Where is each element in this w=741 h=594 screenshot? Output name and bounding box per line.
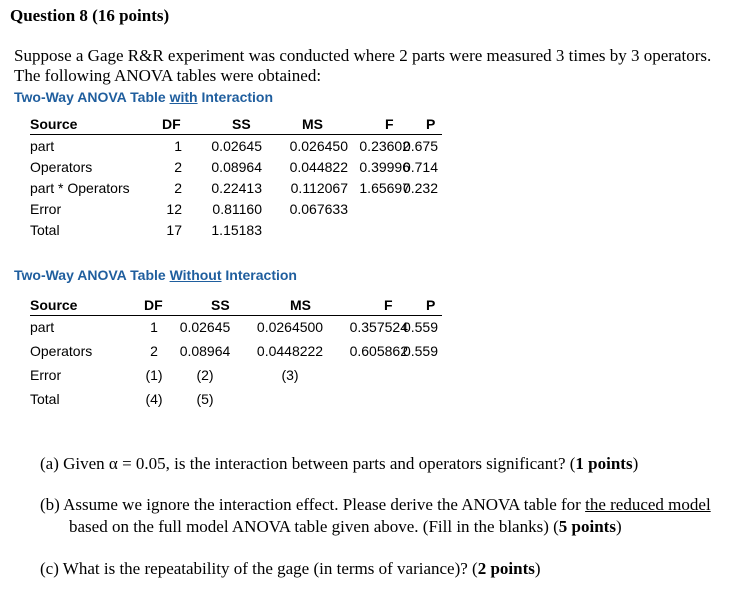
table-cell-df: 12 — [166, 201, 182, 217]
table-cell-f: 1.65697 — [359, 180, 410, 196]
table-cell-ms: 0.0448222 — [256, 343, 324, 359]
table1-col-p: P — [426, 116, 436, 132]
table1-col-source: Source — [30, 116, 78, 132]
table-cell-ms: 0.067633 — [289, 201, 348, 217]
table-cell-df: 2 — [174, 159, 182, 175]
table1-heading-pre: Two-Way ANOVA Table — [14, 89, 170, 105]
table-cell-p: 0.559 — [402, 343, 438, 359]
table1-heading-underlined: with — [169, 89, 198, 105]
table-cell-ss: 0.02645 — [211, 138, 262, 154]
table-cell-df: 2 — [174, 180, 182, 196]
table-cell-ms: (3) — [281, 367, 299, 383]
question-title: Question 8 (16 points) — [10, 6, 170, 25]
table-cell-p: 0.232 — [402, 180, 438, 196]
anova-table-without-interaction — [30, 297, 442, 417]
table1-col-df: DF — [162, 116, 181, 132]
table-cell-ss: 1.15183 — [211, 222, 262, 238]
table2-heading — [14, 267, 297, 283]
table-cell-p: 0.714 — [402, 159, 438, 175]
table-cell-f: 0.39996 — [359, 159, 410, 175]
table-cell-df: 1 — [174, 138, 182, 154]
table1-col-ss: SS — [232, 116, 251, 132]
anova-table-with-interaction — [30, 116, 442, 246]
question-c — [40, 558, 720, 580]
table-cell-ms: 0.044822 — [289, 159, 348, 175]
table2-heading-underlined: Without — [169, 267, 222, 283]
table-cell-source: part — [30, 138, 55, 154]
table-cell-ss: 0.08964 — [179, 343, 231, 359]
table-cell-ss: 0.22413 — [211, 180, 262, 196]
question-b — [40, 494, 741, 538]
table2-col-source: Source — [30, 297, 78, 313]
table-cell-source: Operators — [30, 159, 93, 175]
table-cell-source: Total — [30, 222, 60, 238]
question-b-text: (b) Assume we ignore the interaction effect. Please derive the ANOVA table for — [40, 495, 586, 514]
table-cell-ss: 0.81160 — [212, 201, 262, 217]
table2-col-p: P — [426, 297, 436, 313]
table1-heading — [14, 89, 273, 105]
table-cell-ss: 0.02645 — [179, 319, 231, 335]
table-cell-f: 0.605862 — [349, 343, 408, 359]
table1-header-rule — [30, 134, 442, 135]
table-cell-ss: (5) — [196, 391, 214, 407]
question-intro: Suppose a Gage R&R experiment was conducted where 2 parts were measured 3 times by 3 operators. The following ANOVA tables were obtained: — [14, 46, 712, 85]
table-cell-source: part * Operators — [30, 180, 130, 196]
table2-header-rule — [30, 315, 442, 316]
table-cell-f: 0.23602 — [359, 138, 410, 154]
table-cell-df: 17 — [166, 222, 182, 238]
question-b-text-cont: based on the full model ANOVA table given above. (Fill in the blanks) ( — [69, 517, 559, 536]
table1-col-f: F — [385, 116, 394, 132]
question-c-points: 2 points — [477, 559, 535, 578]
question-c-end: ) — [534, 559, 541, 578]
table-cell-df: 1 — [150, 319, 158, 335]
table2-col-ms: MS — [290, 297, 311, 313]
table-cell-source: part — [30, 319, 55, 335]
table-cell-p: 0.559 — [402, 319, 438, 335]
table-cell-ms: 0.0264500 — [256, 319, 324, 335]
table1-heading-post: Interaction — [197, 89, 274, 105]
question-b-end: ) — [615, 517, 622, 536]
table-cell-ms: 0.026450 — [289, 138, 348, 154]
table2-col-df: DF — [144, 297, 163, 313]
table2-heading-post: Interaction — [221, 267, 297, 283]
question-a — [40, 453, 720, 475]
question-a-points: 1 points — [575, 454, 633, 473]
table-cell-ms: 0.112067 — [290, 180, 348, 196]
table2-heading-pre: Two-Way ANOVA Table — [14, 267, 170, 283]
question-c-text: (c) What is the repeatability of the gage (in terms of variance)? ( — [40, 559, 478, 578]
table-cell-source: Error — [30, 367, 62, 383]
table-cell-ss: (2) — [196, 367, 214, 383]
table-cell-df: 2 — [150, 343, 158, 359]
table-cell-ss: 0.08964 — [211, 159, 262, 175]
table2-col-ss: SS — [211, 297, 230, 313]
question-b-points: 5 points — [558, 517, 616, 536]
table-cell-p: 0.675 — [402, 138, 438, 154]
table-cell-f: 0.357524 — [349, 319, 408, 335]
table1-col-ms: MS — [302, 116, 323, 132]
question-b-underlined: the reduced model — [585, 495, 711, 514]
table-cell-df: (4) — [145, 391, 163, 407]
table-cell-source: Total — [30, 391, 60, 407]
table2-col-f: F — [384, 297, 393, 313]
question-a-text: (a) Given α = 0.05, is the interaction between parts and operators significant? ( — [40, 454, 576, 473]
question-a-end: ) — [632, 454, 639, 473]
table-cell-df: (1) — [145, 367, 163, 383]
table-cell-source: Operators — [30, 343, 93, 359]
table-cell-source: Error — [30, 201, 62, 217]
